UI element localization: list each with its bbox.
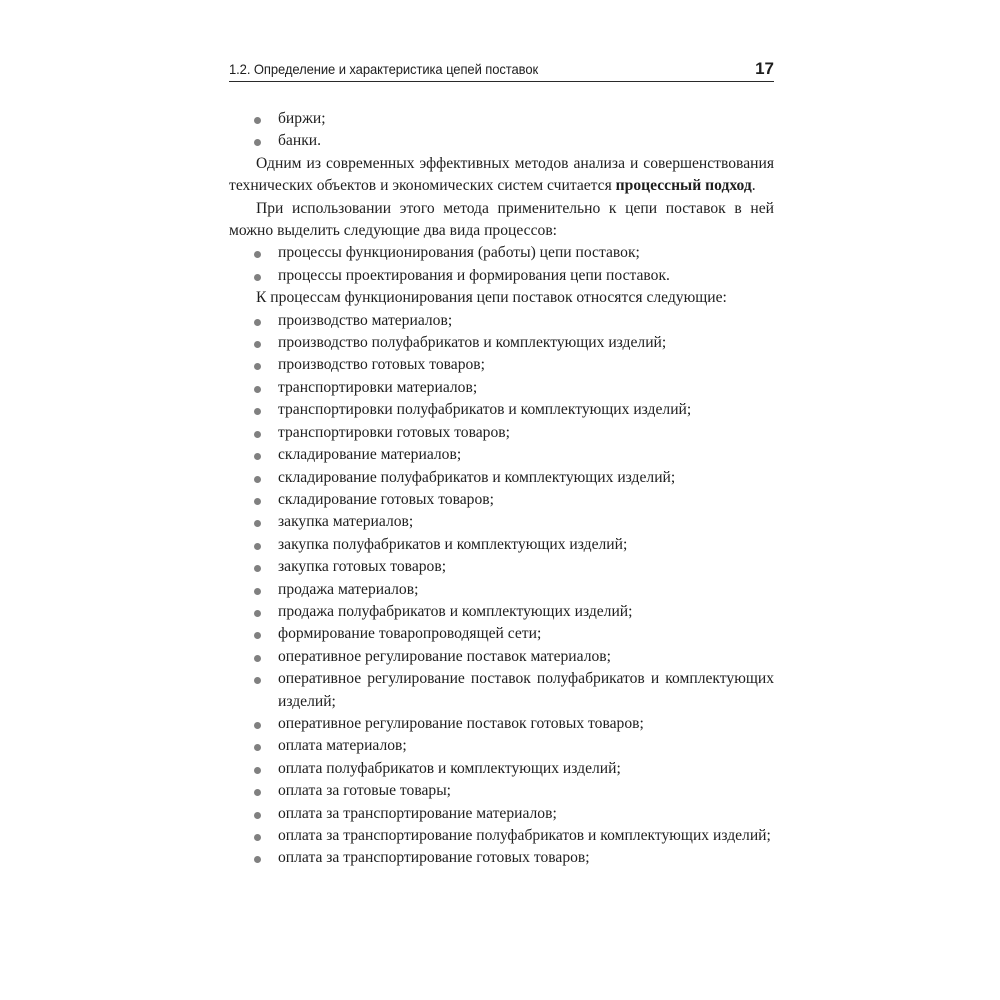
paragraph-function-processes: К процессам функционирования цепи поставок относятся следующие: — [256, 289, 727, 307]
page-header — [229, 60, 774, 82]
bullet-icon — [254, 543, 261, 550]
paragraph-process-approach: Одним из современных эффективных методов анализа и совершенствования технических объектов и экономических систем считается процессный подход. — [229, 154, 774, 195]
list-item: оплата полуфабрикатов и комплектующих изделий; — [229, 758, 774, 780]
list-item: закупка полуфабрикатов и комплектующих изделий; — [229, 534, 774, 556]
running-title: 1.2. Определение и характеристика цепей поставок — [229, 61, 539, 77]
bullet-icon — [254, 341, 261, 348]
list-item: транспортировки готовых товаров; — [229, 422, 774, 444]
list-item: производство полуфабрикатов и комплектующих изделий; — [229, 332, 774, 354]
bullet-icon — [254, 767, 261, 774]
bullet-icon — [254, 431, 261, 438]
list-item: складирование готовых товаров; — [229, 489, 774, 511]
list-item: процессы проектирования и формирования цепи поставок. — [229, 265, 774, 287]
list-item: транспортировки полуфабрикатов и комплектующих изделий; — [229, 399, 774, 421]
bullet-icon — [254, 498, 261, 505]
bullet-icon — [254, 408, 261, 415]
bullet-icon — [254, 610, 261, 617]
list-item: складирование полуфабрикатов и комплектующих изделий; — [229, 467, 774, 489]
list-item: формирование товаропроводящей сети; — [229, 623, 774, 645]
paragraph-two-types: При использовании этого метода применительно к цепи поставок в ней можно выделить следующие два вида процессов: — [229, 199, 774, 240]
bullet-icon — [254, 363, 261, 370]
page-body — [229, 108, 774, 870]
list-item: оперативное регулирование поставок готовых товаров; — [229, 713, 774, 735]
bullet-list-process-types — [229, 242, 774, 287]
bullet-icon — [254, 476, 261, 483]
bullet-icon — [254, 453, 261, 460]
bullet-icon — [254, 789, 261, 796]
bullet-icon — [254, 677, 261, 684]
list-item: продажа материалов; — [229, 579, 774, 601]
list-item: оплата за готовые товары; — [229, 780, 774, 802]
list-item: биржи; — [229, 108, 774, 130]
bold-term: процессный подход — [615, 177, 752, 195]
page-number: 17 — [755, 59, 774, 78]
bullet-icon — [254, 565, 261, 572]
list-item: складирование материалов; — [229, 444, 774, 466]
bullet-list-function-processes — [229, 310, 774, 870]
list-item: транспортировки материалов; — [229, 377, 774, 399]
bullet-icon — [254, 722, 261, 729]
bullet-list-intro — [229, 108, 774, 153]
header-rule — [229, 81, 774, 82]
bullet-icon — [254, 744, 261, 751]
list-item: банки. — [229, 130, 774, 152]
list-item: закупка материалов; — [229, 511, 774, 533]
bullet-icon — [254, 632, 261, 639]
bullet-icon — [254, 139, 261, 146]
list-item: производство готовых товаров; — [229, 354, 774, 376]
list-item: закупка готовых товаров; — [229, 556, 774, 578]
list-item: оперативное регулирование поставок материалов; — [229, 646, 774, 668]
bullet-icon — [254, 386, 261, 393]
bullet-icon — [254, 520, 261, 527]
bullet-icon — [254, 274, 261, 281]
list-item: оплата за транспортирование полуфабрикатов и комплектующих изделий; — [229, 825, 774, 847]
bullet-icon — [254, 251, 261, 258]
bullet-icon — [254, 117, 261, 124]
list-item: продажа полуфабрикатов и комплектующих изделий; — [229, 601, 774, 623]
list-item: оперативное регулирование поставок полуфабрикатов и комплектующих изделий; — [229, 668, 774, 713]
bullet-icon — [254, 834, 261, 841]
bullet-icon — [254, 655, 261, 662]
bullet-icon — [254, 319, 261, 326]
list-item: процессы функционирования (работы) цепи поставок; — [229, 242, 774, 264]
bullet-icon — [254, 812, 261, 819]
list-item: оплата за транспортирование материалов; — [229, 803, 774, 825]
list-item: оплата материалов; — [229, 735, 774, 757]
bullet-icon — [254, 588, 261, 595]
list-item: оплата за транспортирование готовых товаров; — [229, 847, 774, 869]
bullet-icon — [254, 856, 261, 863]
list-item: производство материалов; — [229, 310, 774, 332]
